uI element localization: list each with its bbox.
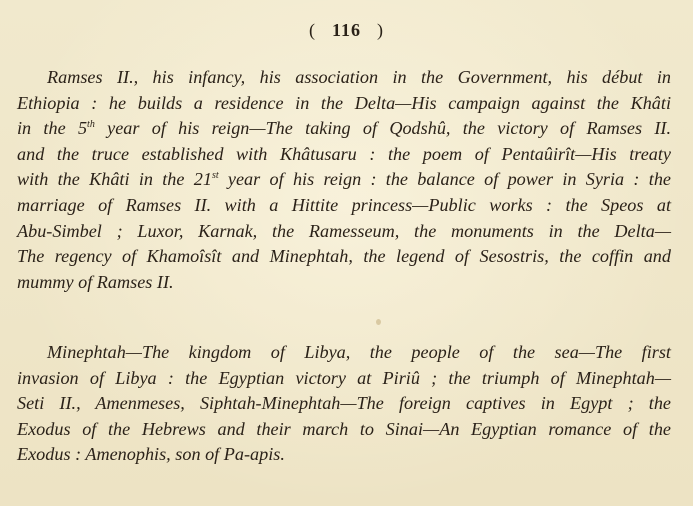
- ordinal-suffix: st: [211, 170, 219, 182]
- text-line: Exodus of the Hebrews and their march to Sinai—An Egyptian romance of the: [17, 418, 671, 439]
- text-line: and the truce established with Khâtusaru : the poem of Pentaûirît—His treaty: [17, 143, 671, 164]
- text-line: Minephtah—The kingdom of Libya, the people of the sea—The first: [47, 342, 671, 362]
- text-segment: in the 5: [17, 118, 88, 139]
- text-segment: year of his reign—The taking of Qodshû, the victory of Ramses II.: [94, 118, 671, 139]
- text-line: invasion of Libya : the Egyptian victory at Piriû ; the triumph of Minephtah—: [17, 367, 671, 388]
- text-line: Ethiopia : he builds a residence in the Delta—His campaign against the Khâti: [17, 92, 671, 113]
- text-segment: year of his reign : the balance of power in Syria : the: [218, 169, 671, 190]
- text-line: [17, 116, 671, 142]
- chapter-summary-minephtah: [17, 340, 671, 468]
- text-line: Exodus : Amenophis, son of Pa-apis.: [17, 444, 285, 465]
- page-number-value: 116: [331, 20, 361, 40]
- page-number-open-paren: (: [308, 20, 316, 40]
- text-line: [17, 167, 671, 193]
- text-line: Abu-Simbel ; Luxor, Karnak, the Ramesseum, the monuments in the Delta—: [17, 220, 671, 241]
- text-segment: with the Khâti in the 21: [17, 169, 212, 190]
- page-number: [0, 20, 693, 41]
- text-line: Ramses II., his infancy, his association in the Government, his début in: [47, 67, 671, 87]
- text-line: marriage of Ramses II. with a Hittite princess—Public works : the Speos at: [17, 194, 671, 215]
- text-line: Seti II., Amenmeses, Siphtah-Minephtah—The foreign captives in Egypt ; the: [17, 393, 671, 414]
- text-line: mummy of Ramses II.: [17, 271, 174, 292]
- ordinal-suffix: th: [87, 119, 95, 131]
- text-line: The regency of Khamoîsît and Minephtah, the legend of Sesostris, the coffin and: [17, 246, 671, 267]
- paper-speck: [376, 319, 381, 325]
- page-number-close-paren: ): [377, 20, 384, 40]
- chapter-summary-ramses: [17, 65, 671, 295]
